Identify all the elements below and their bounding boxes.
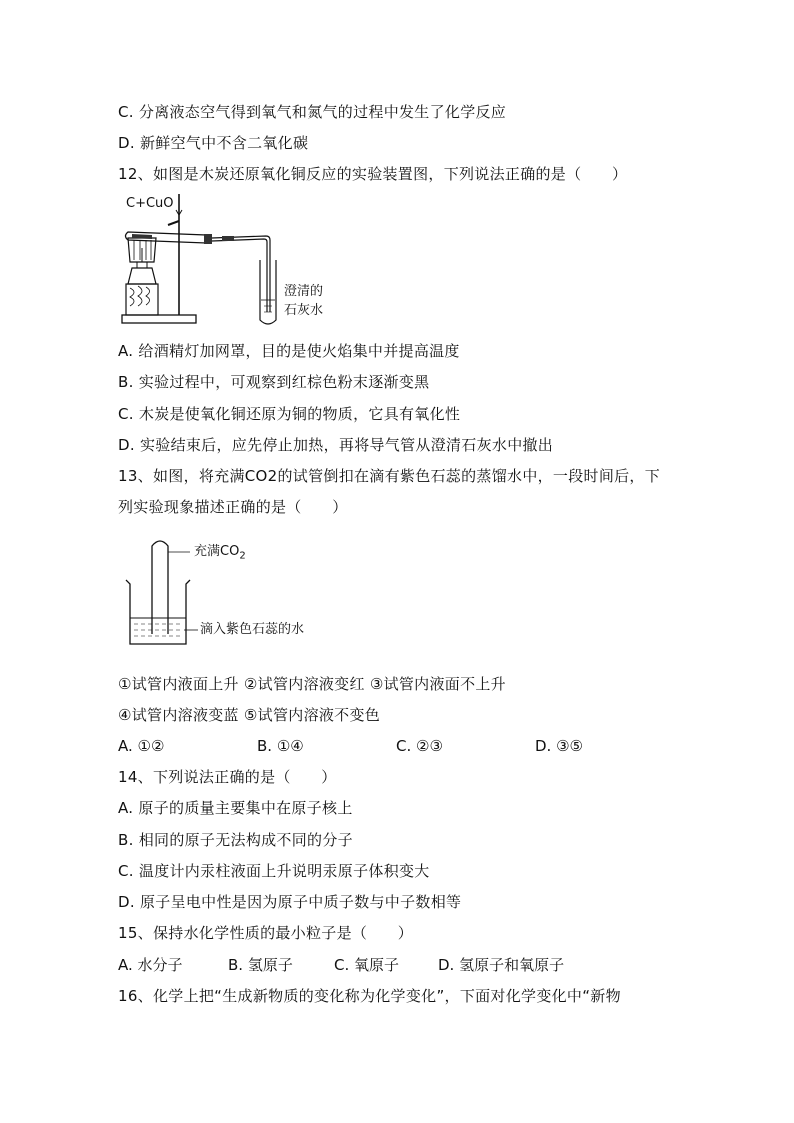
q13-option-d: D. ③⑤ bbox=[535, 737, 583, 755]
q11-option-d: D. 新鲜空气中不含二氧化碳 bbox=[118, 134, 309, 152]
q13-stem-line2: 列实验现象描述正确的是（ ） bbox=[118, 498, 348, 516]
q13-option-a: A. ①② bbox=[118, 737, 165, 755]
q14-stem: 14、下列说法正确的是（ ） bbox=[118, 768, 337, 786]
q15-stem: 15、保持水化学性质的最小粒子是（ ） bbox=[118, 924, 414, 942]
co2-subscript: 2 bbox=[239, 550, 246, 562]
q12-stem: 12、如图是木炭还原氧化铜反应的实验装置图，下列说法正确的是（ ） bbox=[118, 165, 628, 183]
q12-option-c: C. 木炭是使氧化铜还原为铜的物质，它具有氧化性 bbox=[118, 405, 461, 423]
q11-option-c: C. 分离液态空气得到氧气和氮气的过程中发生了化学反应 bbox=[118, 103, 507, 121]
q13-option-b: B. ①④ bbox=[257, 737, 304, 755]
q12-option-d: D. 实验结束后，应先停止加热，再将导气管从澄清石灰水中撤出 bbox=[118, 436, 554, 454]
limewater-label-line1: 澄清的 bbox=[284, 284, 324, 299]
charcoal-reduction-apparatus-figure bbox=[118, 192, 338, 332]
q13-statements-line1: ①试管内液面上升 ②试管内溶液变红 ③试管内液面不上升 bbox=[118, 675, 506, 693]
q15-option-c: C. 氧原子 bbox=[334, 956, 400, 974]
litmus-water-label: 滴入紫色石蕊的水 bbox=[200, 622, 305, 637]
q13-option-c: C. ②③ bbox=[396, 737, 443, 755]
q14-option-c: C. 温度计内汞柱液面上升说明汞原子体积变大 bbox=[118, 862, 430, 880]
q15-option-b: B. 氢原子 bbox=[228, 956, 293, 974]
co2-filled-label bbox=[194, 544, 246, 565]
q14-option-d: D. 原子呈电中性是因为原子中质子数与中子数相等 bbox=[118, 893, 462, 911]
q13-stem-line1: 13、如图，将充满CO2的试管倒扣在滴有紫色石蕊的蒸馏水中，一段时间后，下 bbox=[118, 467, 661, 485]
q14-option-b: B. 相同的原子无法构成不同的分子 bbox=[118, 831, 353, 849]
q15-option-d: D. 氢原子和氧原子 bbox=[438, 956, 565, 974]
limewater-label-line2: 石灰水 bbox=[284, 303, 324, 318]
q12-option-a: A. 给酒精灯加网罩，目的是使火焰集中并提高温度 bbox=[118, 342, 460, 360]
q16-stem: 16、化学上把“生成新物质的变化称为化学变化”，下面对化学变化中“新物 bbox=[118, 987, 621, 1005]
inverted-co2-tube-figure bbox=[118, 534, 328, 654]
q15-option-a: A. 水分子 bbox=[118, 956, 183, 974]
test-tube-content-label: C+CuO bbox=[126, 196, 174, 211]
q14-option-a: A. 原子的质量主要集中在原子核上 bbox=[118, 799, 353, 817]
q12-option-b: B. 实验过程中，可观察到红棕色粉末逐渐变黑 bbox=[118, 373, 430, 391]
q13-statements-line2: ④试管内溶液变蓝 ⑤试管内溶液不变色 bbox=[118, 706, 381, 724]
co2-label-text: 充满CO bbox=[194, 544, 240, 559]
